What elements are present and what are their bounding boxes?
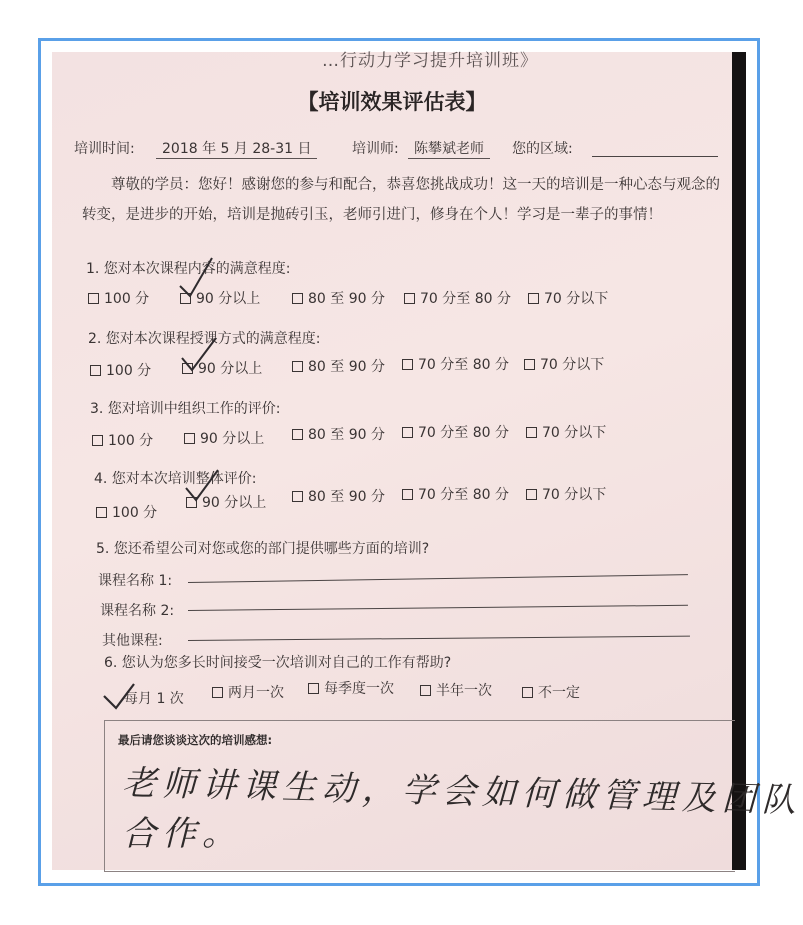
checkbox[interactable] xyxy=(96,507,107,518)
checkbox[interactable] xyxy=(526,427,537,438)
q2-option-3[interactable]: 80 至 90 分 xyxy=(292,356,385,376)
course-name-1-label: 课程名称 1: xyxy=(98,573,173,589)
evaluation-form xyxy=(52,51,803,870)
other-course-field[interactable] xyxy=(188,636,690,641)
training-time-field xyxy=(156,138,317,159)
question-1-label: 1. 您对本次课程内容的满意程度: xyxy=(86,261,291,277)
checkbox[interactable] xyxy=(524,359,535,370)
checkbox[interactable] xyxy=(292,429,303,440)
q3-option-3[interactable]: 80 至 90 分 xyxy=(292,424,385,444)
region-field[interactable] xyxy=(592,156,718,157)
checkbox[interactable] xyxy=(292,491,303,502)
region-label: 您的区域: xyxy=(512,141,573,157)
q2-option-1[interactable]: 100 分 xyxy=(90,360,151,380)
checkbox[interactable] xyxy=(90,365,101,376)
q2-option-2[interactable]: 90 分以上 xyxy=(182,358,262,378)
q4-option-4[interactable]: 70 分至 80 分 xyxy=(402,484,509,504)
q4-option-2[interactable]: 90 分以上 xyxy=(186,492,266,512)
q3-option-2[interactable]: 90 分以上 xyxy=(184,428,264,448)
q6-option-4[interactable]: 半年一次 xyxy=(420,680,492,700)
checkbox[interactable] xyxy=(522,687,533,698)
q2-option-4[interactable]: 70 分至 80 分 xyxy=(402,354,509,374)
question-3-label: 3. 您对培训中组织工作的评价: xyxy=(90,401,281,417)
checkbox[interactable] xyxy=(184,433,195,444)
checkbox[interactable] xyxy=(292,361,303,372)
checkbox[interactable] xyxy=(308,683,319,694)
feedback-label: 最后请您谈谈这次的培训感想: xyxy=(118,733,273,747)
q6-option-3[interactable]: 每季度一次 xyxy=(308,678,394,698)
course-name-2-field[interactable] xyxy=(188,605,688,611)
checkbox[interactable] xyxy=(528,293,539,304)
q4-option-3[interactable]: 80 至 90 分 xyxy=(292,486,385,506)
q6-option-5[interactable]: 不一定 xyxy=(522,682,580,702)
q1-option-4[interactable]: 70 分至 80 分 xyxy=(404,288,511,308)
intro-paragraph: 尊敬的学员：您好！感谢您的参与和配合，恭喜您挑战成功！这一天的培训是一种心态与观念的转变，是进步的开始，培训是抛砖引玉，老师引进门，修身在个人！学习是一辈子的事情！ xyxy=(82,177,720,223)
other-course-label: 其他课程: xyxy=(102,633,163,649)
q1-option-2[interactable]: 90 分以上 xyxy=(180,288,260,308)
q6-option-1[interactable]: 每月 1 次 xyxy=(124,691,184,707)
checkbox[interactable] xyxy=(212,687,223,698)
course-name-2-label: 课程名称 2: xyxy=(100,603,175,619)
q6-option-2[interactable]: 两月一次 xyxy=(212,682,284,702)
q3-option-5[interactable]: 70 分以下 xyxy=(526,422,606,442)
trainer-field xyxy=(408,138,490,159)
checkbox[interactable] xyxy=(402,427,413,438)
handwritten-feedback-line-1: 老师讲课生动，学会如何做管理及团队 xyxy=(121,763,803,821)
course-name-1-field[interactable] xyxy=(188,574,688,583)
checkbox[interactable] xyxy=(182,363,193,374)
checkbox[interactable] xyxy=(92,435,103,446)
q2-option-5[interactable]: 70 分以下 xyxy=(524,354,604,374)
q3-option-4[interactable]: 70 分至 80 分 xyxy=(402,422,509,442)
q1-option-5[interactable]: 70 分以下 xyxy=(528,288,608,308)
trainer-label: 培训师: xyxy=(352,141,399,157)
trainer-value: 陈攀斌老师 xyxy=(408,138,490,159)
question-5-label: 5. 您还希望公司对您或您的部门提供哪些方面的培训? xyxy=(96,541,430,557)
form-title: 【培训效果评估表】 xyxy=(297,90,487,114)
form-header-partial: …行动力学习提升培训班》 xyxy=(322,51,538,71)
question-4-label: 4. 您对本次培训整体评价: xyxy=(94,471,257,487)
handwritten-feedback-line-2: 合作。 xyxy=(122,814,242,854)
q3-option-1[interactable]: 100 分 xyxy=(92,430,153,450)
checkbox[interactable] xyxy=(180,293,191,304)
q4-option-5[interactable]: 70 分以下 xyxy=(526,484,606,504)
training-time-label: 培训时间: xyxy=(74,141,135,157)
q4-option-1[interactable]: 100 分 xyxy=(96,502,157,522)
checkbox[interactable] xyxy=(292,293,303,304)
q1-option-1[interactable]: 100 分 xyxy=(88,288,149,308)
checkbox[interactable] xyxy=(402,359,413,370)
question-6-label: 6. 您认为您多长时间接受一次培训对自己的工作有帮助? xyxy=(104,655,452,671)
question-2-label: 2. 您对本次课程授课方式的满意程度: xyxy=(88,331,321,347)
checkbox[interactable] xyxy=(526,489,537,500)
checkbox[interactable] xyxy=(402,489,413,500)
checkbox[interactable] xyxy=(88,293,99,304)
checkbox[interactable] xyxy=(404,293,415,304)
checkbox[interactable] xyxy=(186,497,197,508)
q1-option-3[interactable]: 80 至 90 分 xyxy=(292,288,385,308)
training-time-value: 2018 年 5 月 28-31 日 xyxy=(156,138,317,159)
checkbox[interactable] xyxy=(420,685,431,696)
